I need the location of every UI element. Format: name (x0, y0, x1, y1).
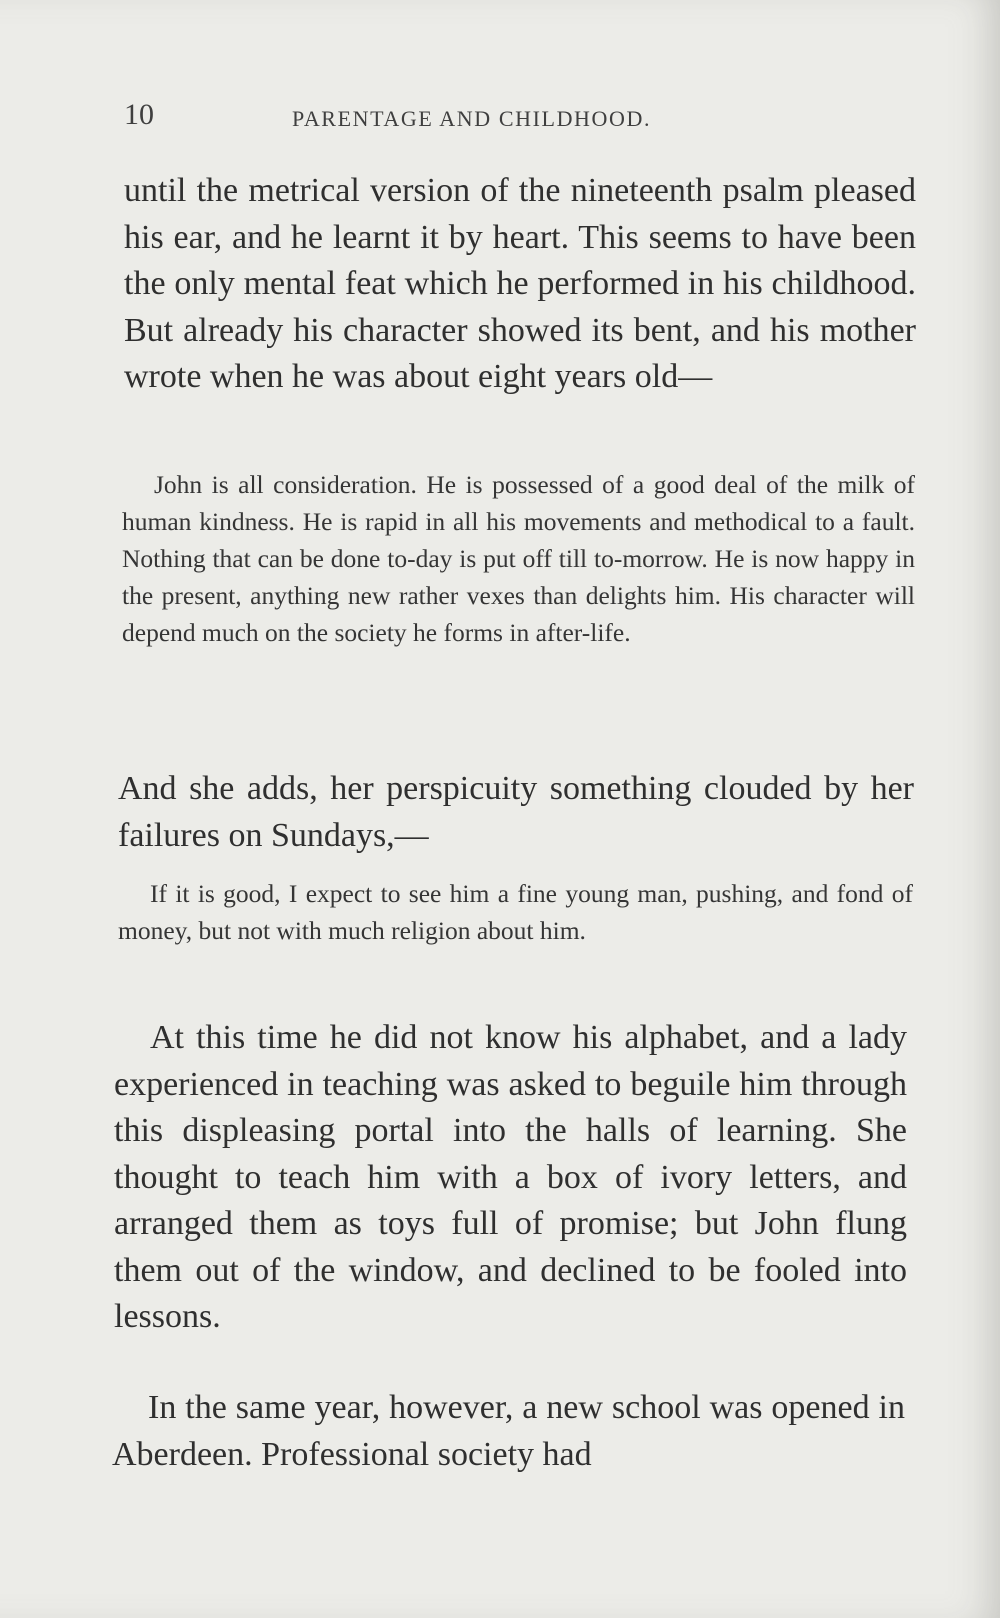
running-head (124, 98, 754, 138)
body-paragraph-3: At this time he did not know his alphabet, and a lady experienced in teaching was asked to beguile him through this displeasing portal into the halls of learning. She thought to teach him with a box of ivory letters, and arranged them as toys full of promise; but John flung them out of the window, and declined to be fooled into lessons. (114, 1019, 907, 1335)
page-number: 10 (124, 98, 154, 131)
block-quote-2: If it is good, I expect to see him a fine young man, pushing, and fond of money, but not with much religion about him. (118, 879, 913, 945)
body-paragraph-2: And she adds, her perspicuity something clouded by her failures on Sundays,— (118, 770, 914, 854)
body-paragraph-4: In the same year, however, a new school was opened in Aberdeen. Professional society had (112, 1389, 905, 1473)
block-quote-1: John is all consideration. He is possessed of a good deal of the milk of human kindness. He is rapid in all his movements and methodical to a fault. Nothing that can be done to-day is put off till to-morrow. He is now happy in the present, anything new rather vexes than delights him. His character will depend much on the society he forms in after-life. (122, 470, 915, 647)
body-paragraph-1: until the metrical version of the nineteenth psalm pleased his ear, and he learnt it by heart. This seems to have been the only mental feat which he performed in his childhood. But already his character showed its bent, and his mother wrote when he was about eight years old— (124, 172, 916, 395)
running-title: PARENTAGE AND CHILDHOOD. (292, 106, 652, 131)
